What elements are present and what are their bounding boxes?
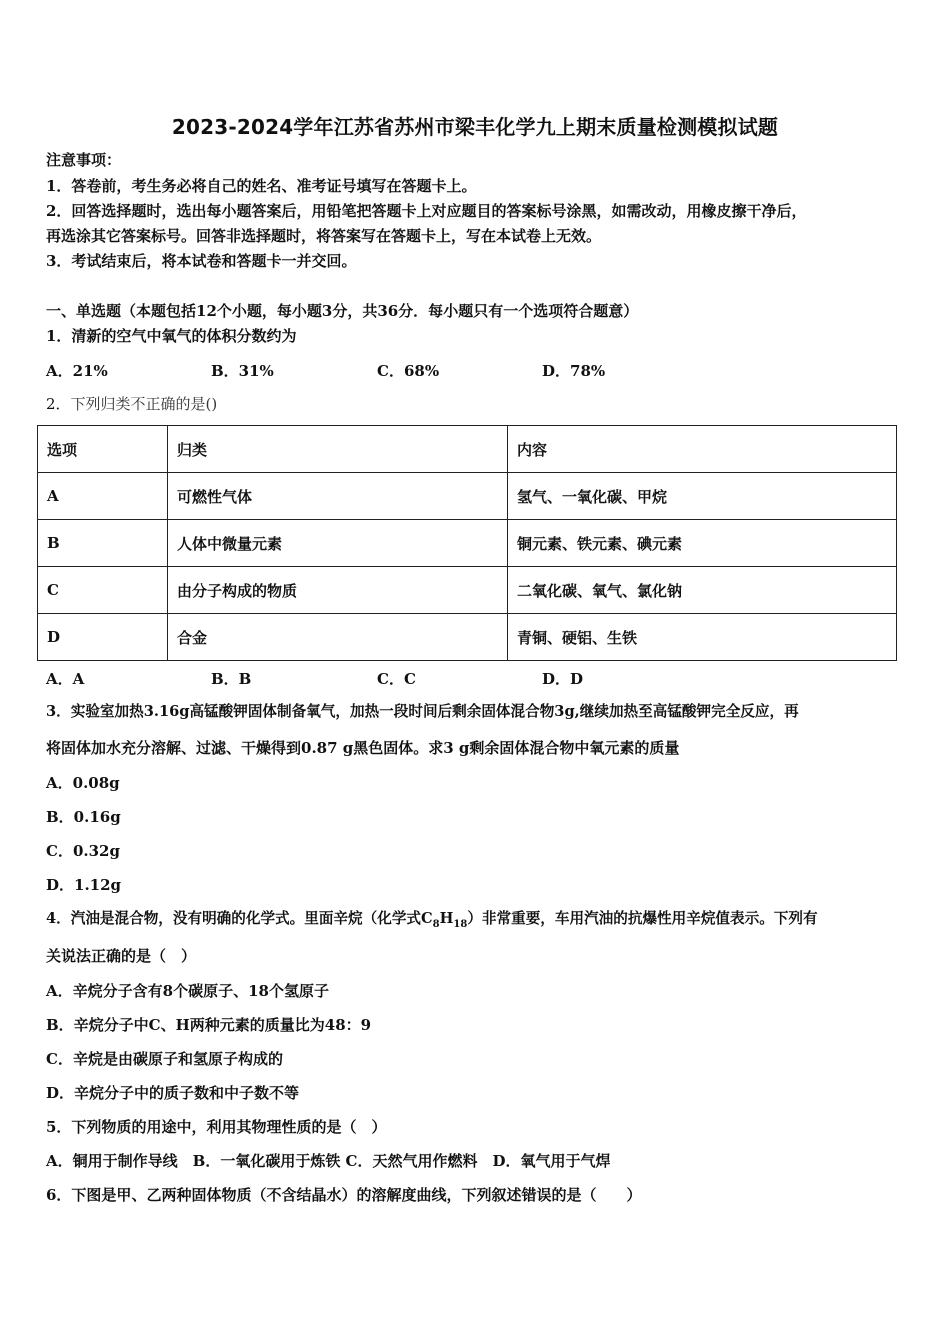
table-header-row bbox=[38, 426, 897, 473]
q1-option-a: A．21% bbox=[46, 362, 108, 380]
table-cell: D bbox=[38, 614, 168, 661]
q3-option-a: A．0.08g bbox=[46, 774, 120, 792]
notice-heading: 注意事项： bbox=[46, 151, 122, 169]
question-2-stem bbox=[46, 394, 217, 414]
table-header-cell: 归类 bbox=[168, 426, 508, 473]
table-cell: 青铜、硬铝、生铁 bbox=[508, 614, 897, 661]
q4-stem-text: H bbox=[439, 910, 454, 927]
table-cell: 铜元素、铁元素、碘元素 bbox=[508, 520, 897, 567]
question-1-stem: 1．清新的空气中氧气的体积分数约为 bbox=[46, 327, 297, 345]
q4-option-c: C．辛烷是由碳原子和氢原子构成的 bbox=[46, 1050, 283, 1068]
question-4-stem-cont: 关说法正确的是（ ） bbox=[46, 947, 197, 965]
q2-option-d: D．D bbox=[542, 670, 584, 688]
q1-option-c: C．68% bbox=[377, 362, 440, 380]
q4-subscript: 18 bbox=[453, 918, 468, 930]
q2-option-c: C．C bbox=[377, 670, 416, 688]
table-cell: C bbox=[38, 567, 168, 614]
table-row bbox=[38, 567, 897, 614]
q1-option-b: B．31% bbox=[211, 362, 274, 380]
question-3-stem: 3．实验室加热3.16g高锰酸钾固体制备氧气，加热一段时间后剩余固体混合物3g,继续加热至高锰酸钾完全反应，再 bbox=[46, 703, 799, 720]
q2-option-a: A．A bbox=[46, 670, 85, 688]
table-header-cell: 内容 bbox=[508, 426, 897, 473]
q4-subscript: 8 bbox=[432, 918, 440, 930]
table-cell: 氢气、一氧化碳、甲烷 bbox=[508, 473, 897, 520]
q4-stem-text: 4．汽油是混合物，没有明确的化学式。里面辛烷（化学式C bbox=[46, 910, 433, 927]
table-cell: B bbox=[38, 520, 168, 567]
table-cell: 可燃性气体 bbox=[168, 473, 508, 520]
question-4-stem bbox=[46, 909, 818, 935]
q3-option-d: D．1.12g bbox=[46, 876, 122, 894]
q2-option-b: B．B bbox=[211, 670, 252, 688]
q5-options: A．铜用于制作导线 B．一氧化碳用于炼铁 C．天然气用作燃料 D．氧气用于气焊 bbox=[46, 1152, 611, 1170]
q4-option-d: D．辛烷分子中的质子数和中子数不等 bbox=[46, 1084, 300, 1102]
notice-item: 再选涂其它答案标号。回答非选择题时，将答案写在答题卡上，写在本试卷上无效。 bbox=[46, 227, 602, 245]
table-row bbox=[38, 473, 897, 520]
notice-item: 3．考试结束后，将本试卷和答题卡一并交回。 bbox=[46, 252, 357, 270]
table-cell: 人体中微量元素 bbox=[168, 520, 508, 567]
question-3-stem-cont: 将固体加水充分溶解、过滤、干燥得到0.87 g黑色固体。求3 g剩余固体混合物中氧元素的质量 bbox=[46, 739, 680, 757]
page-title: 2023-2024学年江苏省苏州市梁丰化学九上期末质量检测模拟试题 bbox=[171, 115, 779, 139]
q3-option-c: C．0.32g bbox=[46, 842, 120, 860]
q4-stem-text: ）非常重要，车用汽油的抗爆性用辛烷值表示。下列有 bbox=[467, 910, 818, 927]
table-row bbox=[38, 520, 897, 567]
question-5-stem: 5．下列物质的用途中，利用其物理性质的是（ ） bbox=[46, 1118, 387, 1136]
table-header-cell: 选项 bbox=[38, 426, 168, 473]
q4-option-a: A．辛烷分子含有8个碳原子、18个氢原子 bbox=[46, 982, 329, 1000]
q4-option-b: B．辛烷分子中C、H两种元素的质量比为48：9 bbox=[46, 1016, 372, 1034]
question-2-number: 2． bbox=[46, 395, 71, 413]
table-cell: 合金 bbox=[168, 614, 508, 661]
table-row bbox=[38, 614, 897, 661]
q1-option-d: D．78% bbox=[542, 362, 606, 380]
q3-option-b: B．0.16g bbox=[46, 808, 121, 826]
table-cell: A bbox=[38, 473, 168, 520]
table-cell: 由分子构成的物质 bbox=[168, 567, 508, 614]
question-6-stem: 6．下图是甲、乙两种固体物质（不含结晶水）的溶解度曲线，下列叙述错误的是（ ） bbox=[46, 1186, 642, 1204]
notice-item: 1．答卷前，考生务必将自己的姓名、准考证号填写在答题卡上。 bbox=[46, 177, 477, 195]
question-2-text: 下列归类不正确的是() bbox=[70, 395, 218, 413]
table-cell: 二氧化碳、氧气、氯化钠 bbox=[508, 567, 897, 614]
section-heading: 一、单选题（本题包括12个小题，每小题3分，共36分．每小题只有一个选项符合题意） bbox=[46, 302, 639, 320]
classification-table bbox=[37, 425, 897, 661]
notice-item: 2．回答选择题时，选出每小题答案后，用铅笔把答题卡上对应题目的答案标号涂黑，如需改动，用橡皮擦干净后， bbox=[46, 202, 807, 220]
